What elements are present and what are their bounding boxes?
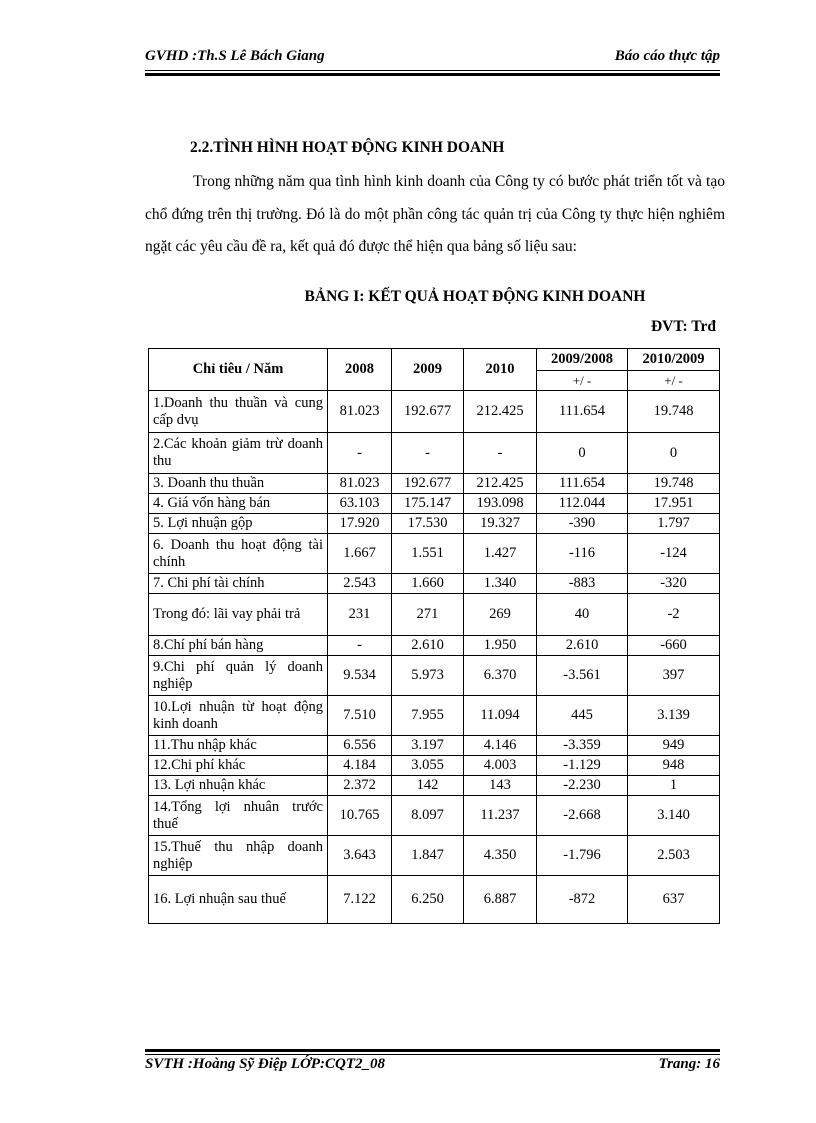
row-label: 16. Lợi nhuận sau thuế [149,876,328,924]
col-subheader-diff-2: +/ - [628,371,720,391]
row-label: 15.Thuế thu nhập doanh nghiệp [149,836,328,876]
row-value: 271 [392,594,464,636]
row-value: 3.055 [392,756,464,776]
row-value: 11.094 [464,696,537,736]
table-row [149,656,720,696]
table-row [149,474,720,494]
row-value: - [328,636,392,656]
row-value: 1 [628,776,720,796]
row-label: Trong đó: lãi vay phải trả [149,594,328,636]
row-value: -883 [537,574,628,594]
row-label: 9.Chi phí quản lý doanh nghiệp [149,656,328,696]
unit-label: ĐVT: Trđ [650,318,716,335]
row-value: 142 [392,776,464,796]
row-value: 6.556 [328,736,392,756]
row-value: 81.023 [328,474,392,494]
row-value: 17.530 [392,514,464,534]
row-value: -3.359 [537,736,628,756]
business-results-table [148,348,720,924]
row-value: 3.643 [328,836,392,876]
row-value: 7.510 [328,696,392,736]
table-row [149,433,720,474]
row-value: 4.350 [464,836,537,876]
row-value: -2.230 [537,776,628,796]
row-label: 6. Doanh thu hoạt động tài chính [149,534,328,574]
row-value: -390 [537,514,628,534]
row-value: 2.372 [328,776,392,796]
row-value: - [392,433,464,474]
col-subheader-diff-1: +/ - [537,371,628,391]
row-value: 5.973 [392,656,464,696]
row-value: -116 [537,534,628,574]
row-value: 0 [628,433,720,474]
row-value: 1.950 [464,636,537,656]
row-value: 111.654 [537,391,628,433]
row-label: 5. Lợi nhuận gộp [149,514,328,534]
row-value: - [328,433,392,474]
row-value: 81.023 [328,391,392,433]
table-row [149,636,720,656]
table-row [149,696,720,736]
footer-rule [145,1054,720,1055]
row-value: 7.122 [328,876,392,924]
row-label: 2.Các khoản giảm trừ doanh thu [149,433,328,474]
table-row [149,796,720,836]
row-value: 4.003 [464,756,537,776]
row-value: 2.543 [328,574,392,594]
row-value: -2 [628,594,720,636]
row-value: 2.610 [537,636,628,656]
row-label: 7. Chi phí tài chính [149,574,328,594]
table-row [149,534,720,574]
row-label: 10.Lợi nhuận từ hoạt động kinh doanh [149,696,328,736]
paragraph-text: Trong những năm qua tình hình kinh doanh của Công ty có bước phát triển tốt và tạo chổ đứng trên thị trường. Đó là do một phần công tác quản trị của Công ty thực hiện nghiêm ngặt các yêu cầu đề ra, kết quả đó được thể hiện qua bảng số liệu sau: [145,173,725,256]
row-value: 231 [328,594,392,636]
row-value: 111.654 [537,474,628,494]
row-value: 445 [537,696,628,736]
col-header-2010: 2010 [464,349,537,391]
row-value: - [464,433,537,474]
row-value: 6.250 [392,876,464,924]
footer-rule-thick [145,1049,720,1052]
row-value: 6.370 [464,656,537,696]
row-label: 14.Tổng lợi nhuân trước thuế [149,796,328,836]
row-value: 1.847 [392,836,464,876]
row-value: 19.748 [628,474,720,494]
row-value: 948 [628,756,720,776]
row-value: -124 [628,534,720,574]
table-row [149,756,720,776]
row-value: 1.797 [628,514,720,534]
row-value: 1.660 [392,574,464,594]
col-header-2009-2008: 2009/2008 [537,349,628,371]
table-body [149,391,720,924]
row-value: -660 [628,636,720,656]
row-value: 1.667 [328,534,392,574]
row-label: 3. Doanh thu thuần [149,474,328,494]
row-value: 2.503 [628,836,720,876]
table-row [149,594,720,636]
table-row [149,836,720,876]
table-row [149,736,720,756]
row-value: 63.103 [328,494,392,514]
row-value: 40 [537,594,628,636]
row-value: 17.951 [628,494,720,514]
row-value: 9.534 [328,656,392,696]
row-value: -320 [628,574,720,594]
row-value: 397 [628,656,720,696]
table-row [149,776,720,796]
row-value: -1.129 [537,756,628,776]
header-report-title: Báo cáo thực tập [614,48,720,64]
header-advisor: GVHD :Th.S Lê Bách Giang [145,48,325,64]
row-value: 0 [537,433,628,474]
table-row [149,494,720,514]
row-label: 4. Giá vốn hàng bán [149,494,328,514]
col-header-criteria: Chỉ tiêu / Năm [149,349,328,391]
section-title: 2.2.TÌNH HÌNH HOẠT ĐỘNG KINH DOANH [190,139,505,156]
col-header-2009: 2009 [392,349,464,391]
row-label: 11.Thu nhập khác [149,736,328,756]
row-value: -3.561 [537,656,628,696]
row-value: 175.147 [392,494,464,514]
row-value: 19.748 [628,391,720,433]
row-value: 193.098 [464,494,537,514]
row-value: -2.668 [537,796,628,836]
row-value: 269 [464,594,537,636]
page-footer [145,1056,720,1076]
row-value: 192.677 [392,474,464,494]
row-value: 4.146 [464,736,537,756]
row-label: 13. Lợi nhuận khác [149,776,328,796]
page-header [145,48,720,68]
row-value: 2.610 [392,636,464,656]
col-header-2008: 2008 [328,349,392,391]
table-row [149,876,720,924]
row-value: 3.197 [392,736,464,756]
footer-page-number: Trang: 16 [658,1056,720,1072]
row-label: 8.Chí phí bán hàng [149,636,328,656]
row-label: 12.Chi phí khác [149,756,328,776]
row-value: 11.237 [464,796,537,836]
col-header-2010-2009: 2010/2009 [628,349,720,371]
row-value: 8.097 [392,796,464,836]
row-value: 6.887 [464,876,537,924]
row-value: 192.677 [392,391,464,433]
row-value: 637 [628,876,720,924]
header-rule [145,70,720,71]
row-value: 3.140 [628,796,720,836]
row-value: 1.551 [392,534,464,574]
row-value: 17.920 [328,514,392,534]
row-value: 212.425 [464,391,537,433]
row-value: 1.427 [464,534,537,574]
table-row [149,514,720,534]
table-row [149,574,720,594]
row-value: 10.765 [328,796,392,836]
row-value: 949 [628,736,720,756]
header-rule-thick [145,73,720,76]
row-value: -1.796 [537,836,628,876]
footer-student: SVTH :Hoàng Sỹ Điệp LỚP:CQT2_08 [145,1056,385,1072]
row-value: 4.184 [328,756,392,776]
intro-paragraph [145,166,725,264]
row-value: 19.327 [464,514,537,534]
row-value: -872 [537,876,628,924]
row-value: 112.044 [537,494,628,514]
row-label: 1.Doanh thu thuần và cung cấp dvụ [149,391,328,433]
table-row [149,391,720,433]
row-value: 212.425 [464,474,537,494]
row-value: 143 [464,776,537,796]
table-caption: BẢNG I: KẾT QUẢ HOẠT ĐỘNG KINH DOANH [304,288,646,305]
row-value: 7.955 [392,696,464,736]
row-value: 3.139 [628,696,720,736]
row-value: 1.340 [464,574,537,594]
